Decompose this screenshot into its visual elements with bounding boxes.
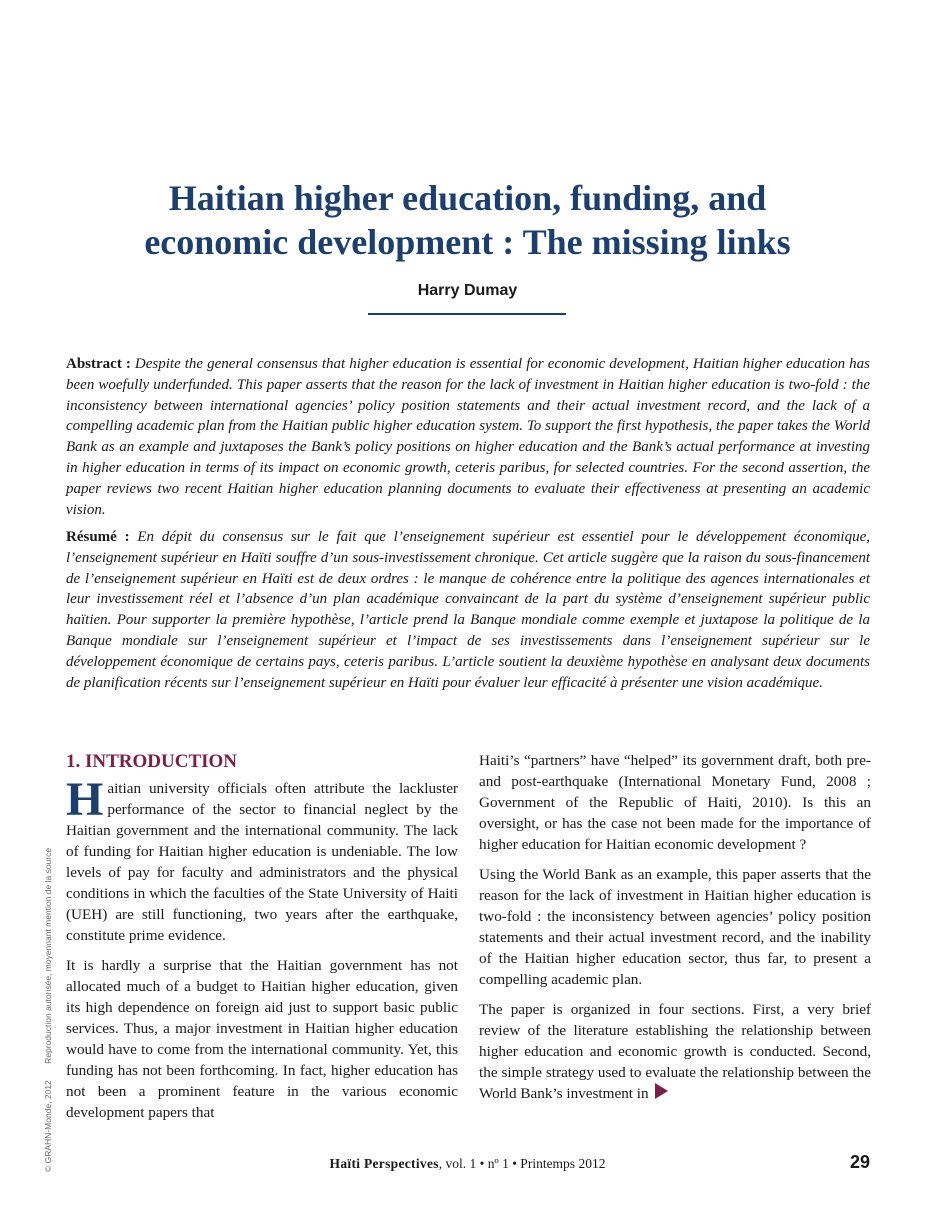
reproduction-text: Reproduction autorisée, moyennant mention de la source [43,847,53,1064]
author-divider [368,313,566,315]
article-title [60,176,875,264]
intro-paragraph-4: Using the World Bank as an example, this paper asserts that the reason for the lack of investment in Haitian higher education is two-fold : the inconsistency between agencies’ policy position statements and their actual investment record, and the inability of the Haitian higher education sector, thus far, to present a compelling academic plan. [479,866,871,988]
copyright-text: © GRAHN-Monde, 2012 [43,1080,53,1172]
resume-text: En dépit du consensus sur le fait que l’enseignement supérieur est essentiel pour le développement économique, l’enseignement supérieur en Haïti souffre d’un sous-investissement chronique. Cet article suggère que la raison du sous-financement de l’enseignement supérieur en Haïti est de deux ordres : le manque de cohérence entre la politique des agences internationales et leur investissement réel et l’absence d’un plan académique convaincant de la part du système d’enseignement supérieur public haïtien. Pour supporter la première hypothèse, l’article prend la Banque mondiale comme exemple et juxtapose la politique de la Banque mondiale sur l’enseignement supérieur et l’impact de ses investissements dans l’enseignement supérieur sur le développement économique de certains pays, ceteris paribus. L’article soutient la deuxième hypothèse en analysant deux documents de planification récents sur l’enseignement supérieur en Haïti pour évaluer leur efficacité à présenter une vision académique. [66,529,871,691]
abstract-english [66,354,870,520]
copyright-note [43,834,53,1172]
journal-name: Haïti Perspectives [329,1156,439,1171]
arrow-right-icon[interactable] [655,1083,668,1099]
intro-paragraph-1-text: aitian university officials often attribute the lackluster performance of the sector to financial neglect by the Haitian government and the international community. The lack of funding for Haitian higher education is undeniable. The low levels of pay for faculty and administrators and the physical conditions in which the faculties of the State University of Haiti (UEH) are still functioning, two years after the earthquake, constitute prime evidence. [66,780,458,944]
section-heading-introduction: 1. INTRODUCTION [66,751,238,772]
abstract-text: Despite the general consensus that higher education is essential for economic development, Haitian higher education has been woefully underfunded. This paper asserts that the reason for the lack of investment in Haitian higher education is two-fold : the inconsistency between international agencies’ policy position statements and their actual investment record, and the lack of a compelling academic plan from the Haitian public higher education system. To support the first hypothesis, the paper takes the World Bank as an example and juxtaposes the Bank’s policy positions on higher education and the Bank’s actual performance at investing in higher education in terms of its impact on economic growth, ceteris paribus, for selected countries. For the second assertion, the paper reviews two recent Haitian higher education planning documents to evaluate their effectiveness at presenting an academic vision. [66,356,870,518]
issue-info: , vol. 1 • nº 1 • Printemps 2012 [438,1156,606,1171]
intro-paragraph-1 [66,773,458,946]
intro-paragraph-3: Haiti’s “partners” have “helped” its government draft, both pre- and post-earthquake (International Monetary Fund, 2008 ; Government of the Republic of Haiti, 2010). Is this an oversight, or has the case not been made for the importance of higher education for Haitian economic development ? [479,752,871,853]
column-right [479,750,871,1113]
title-line-2: economic development : The missing links [144,222,791,262]
title-line-1: Haitian higher education, funding, and [168,178,767,218]
abstract-label: Abstract : [66,356,131,372]
page-number: 29 [849,1152,870,1172]
intro-paragraph-5 [479,999,871,1104]
intro-paragraph-5-text: The paper is organized in four sections. First, a very brief review of the literature establishing the relationship between higher education and economic growth is conducted. Second, the simple strategy used to evaluate the relationship between the World Bank’s investment in [479,1001,871,1102]
page-footer [0,1156,935,1172]
abstract-french [66,527,870,693]
intro-paragraph-2: It is hardly a surprise that the Haitian government has not allocated much of a budget to Haitian higher education, given its high dependence on foreign aid just to support basic public services. Thus, a major investment in Haitian higher education would have to come from the international community. Yet, this funding has not been forthcoming. In fact, higher education has not been a prominent feature in the various economic development papers that [66,957,458,1121]
column-left [66,750,458,1132]
author-name: Harry Dumay [417,282,518,299]
drop-cap: H [66,773,104,826]
resume-label: Résumé : [66,529,130,545]
